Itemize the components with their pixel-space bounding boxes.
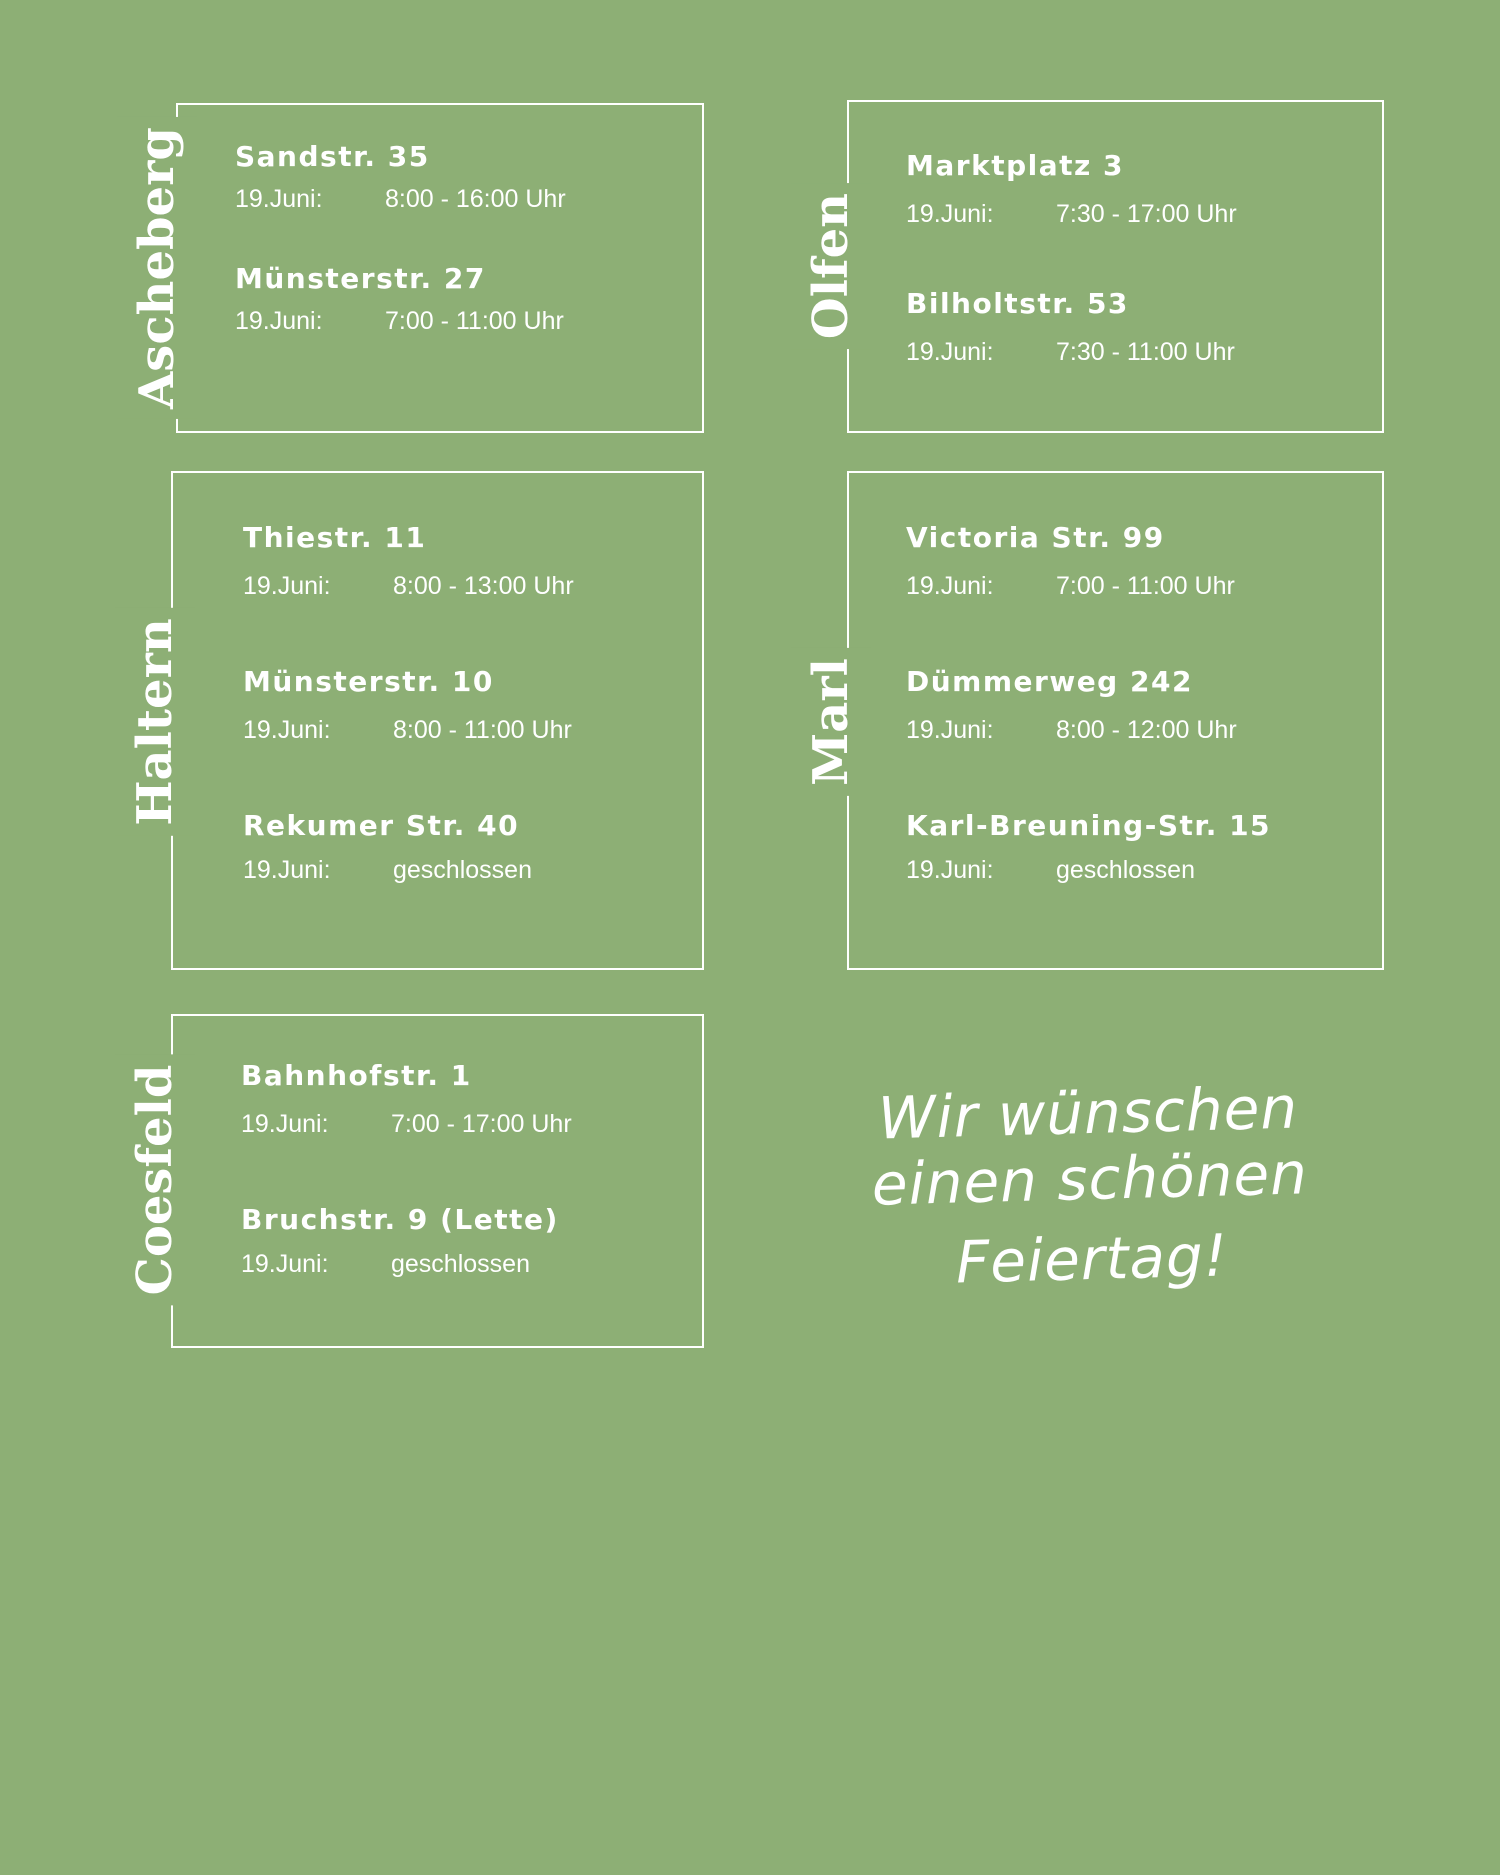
entry-rekumer-str: [243, 809, 532, 885]
entry-victoria-str: [906, 521, 1235, 601]
opening-hours: [235, 307, 564, 336]
greeting-line: einen schönen: [871, 1139, 1309, 1219]
street-name: Dümmerweg 242: [906, 665, 1193, 698]
entry-thiestr: [243, 521, 574, 601]
day-label: 19.Juni:: [243, 572, 331, 600]
time-value: 7:00 - 11:00 Uhr: [385, 307, 564, 335]
city-label-ascheberg: Ascheberg: [117, 117, 197, 419]
entry-sandstr: [235, 140, 566, 214]
opening-hours: [241, 1110, 572, 1139]
entry-bahnhofstr: [241, 1059, 572, 1139]
entry-muensterstr-10: [243, 665, 572, 745]
opening-hours: [906, 856, 1271, 885]
street-name: Bahnhofstr. 1: [241, 1059, 472, 1092]
time-value: 7:30 - 17:00 Uhr: [1056, 200, 1237, 228]
opening-hours: [906, 338, 1235, 367]
entry-bruchstr: [241, 1203, 559, 1279]
day-label: 19.Juni:: [906, 856, 994, 884]
street-name: Münsterstr. 10: [243, 665, 494, 698]
time-value: geschlossen: [393, 856, 532, 884]
street-name: Bilholtstr. 53: [906, 287, 1129, 320]
opening-hours: [235, 185, 566, 214]
time-value: 7:00 - 11:00 Uhr: [1056, 572, 1235, 600]
street-name: Karl-Breuning-Str. 15: [906, 809, 1272, 842]
time-value: 8:00 - 12:00 Uhr: [1056, 716, 1237, 744]
city-label-olfen: Olfen: [791, 183, 871, 349]
day-label: 19.Juni:: [241, 1110, 329, 1138]
city-label-coesfeld: Coesfeld: [115, 1055, 195, 1306]
day-label: 19.Juni:: [906, 572, 994, 600]
entry-bilholtstr: [906, 287, 1235, 367]
entry-duemmerweg: [906, 665, 1237, 745]
opening-hours: [241, 1250, 559, 1279]
day-label: 19.Juni:: [243, 856, 331, 884]
day-label: 19.Juni:: [235, 185, 323, 213]
street-name: Marktplatz 3: [906, 149, 1125, 182]
holiday-greeting: [857, 1074, 1322, 1298]
day-label: 19.Juni:: [906, 716, 994, 744]
entry-karl-breuning-str: [906, 809, 1271, 885]
day-label: 19.Juni:: [235, 307, 323, 335]
street-name: Sandstr. 35: [235, 140, 430, 173]
time-value: 8:00 - 13:00 Uhr: [393, 572, 574, 600]
greeting-line: Feiertag!: [955, 1221, 1229, 1297]
time-value: geschlossen: [391, 1250, 530, 1278]
street-name: Victoria Str. 99: [906, 521, 1165, 554]
entry-marktplatz: [906, 149, 1237, 229]
street-name: Bruchstr. 9 (Lette): [241, 1203, 559, 1236]
street-name: Münsterstr. 27: [235, 262, 486, 295]
time-value: geschlossen: [1056, 856, 1195, 884]
opening-hours: [243, 716, 572, 745]
entry-muensterstr-27: [235, 262, 564, 336]
city-label-marl: Marl: [791, 648, 871, 796]
street-name: Rekumer Str. 40: [243, 809, 520, 842]
day-label: 19.Juni:: [906, 338, 994, 366]
opening-hours: [243, 856, 532, 885]
day-label: 19.Juni:: [243, 716, 331, 744]
time-value: 8:00 - 16:00 Uhr: [385, 185, 566, 213]
opening-hours: [243, 572, 574, 601]
street-name: Thiestr. 11: [243, 521, 427, 554]
greeting-line: Wir wünschen: [877, 1073, 1299, 1153]
time-value: 8:00 - 11:00 Uhr: [393, 716, 572, 744]
day-label: 19.Juni:: [906, 200, 994, 228]
day-label: 19.Juni:: [241, 1250, 329, 1278]
opening-hours: [906, 572, 1235, 601]
city-label-haltern: Haltern: [115, 608, 195, 836]
opening-hours: [906, 200, 1237, 229]
time-value: 7:30 - 11:00 Uhr: [1056, 338, 1235, 366]
opening-hours: [906, 716, 1237, 745]
time-value: 7:00 - 17:00 Uhr: [391, 1110, 572, 1138]
